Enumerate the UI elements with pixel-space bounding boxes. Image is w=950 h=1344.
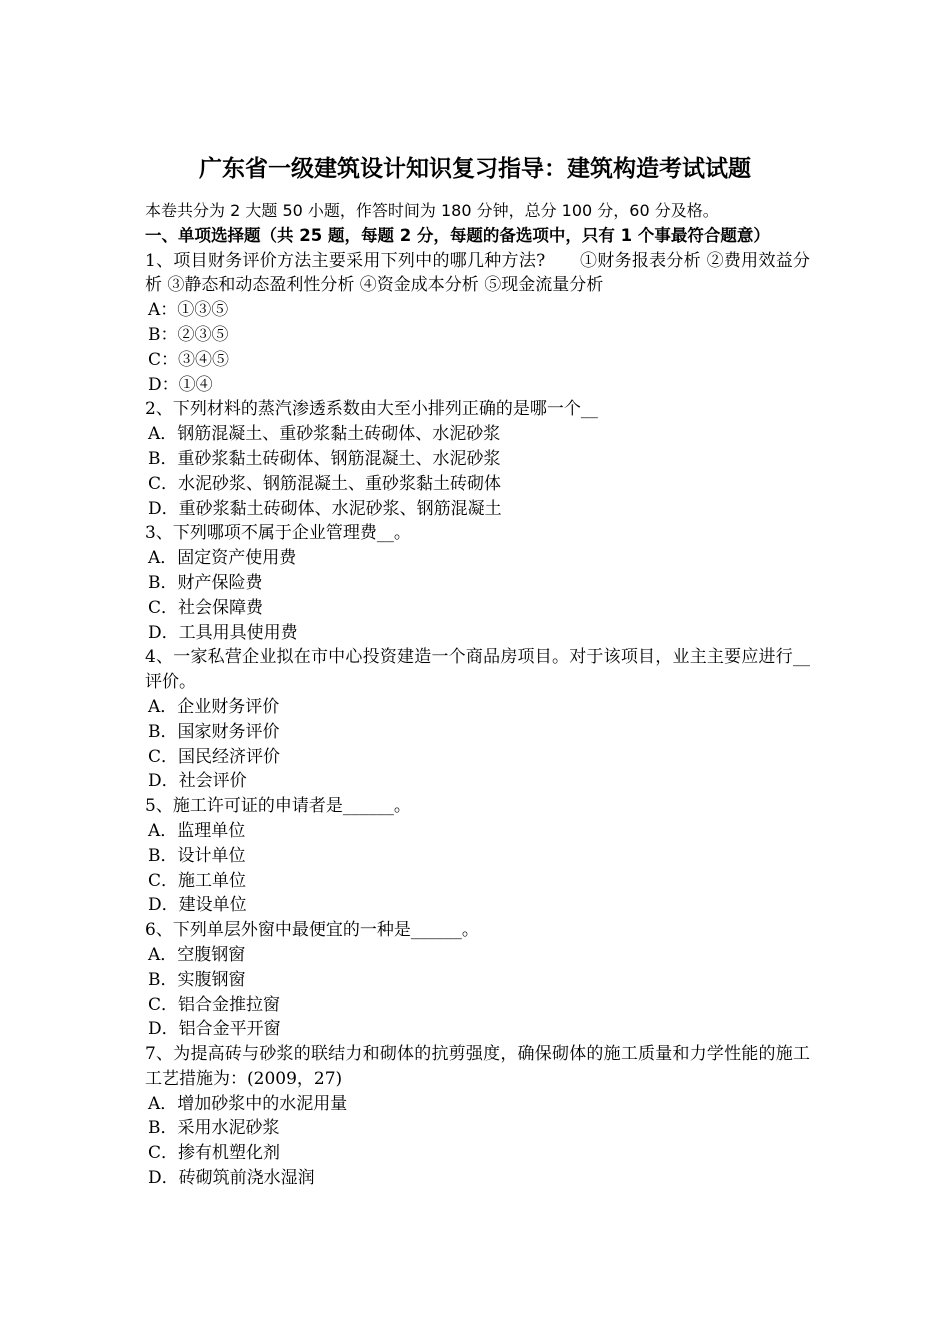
document-title: 广东省一级建筑设计知识复习指导：建筑构造考试试题 <box>199 156 751 182</box>
section-heading: 一、单项选择题（共 25 题，每题 2 分，每题的备选项中，只有 1 个事最符合题意） <box>145 225 770 245</box>
option-a: A：①③⑤ <box>148 300 229 321</box>
question-4 <box>145 645 810 794</box>
option-d: D．砖砌筑前浇水湿润 <box>148 1168 315 1189</box>
option-d: D．重砂浆黏土砖砌体、水泥砂浆、钢筋混凝土 <box>148 498 502 519</box>
option-a: A．钢筋混凝土、重砂浆黏土砖砌体、水泥砂浆 <box>148 424 501 445</box>
question-stem: 4、一家私营企业拟在市中心投资建造一个商品房项目。对于该项目，业主主要应进行__评价。 <box>145 647 810 693</box>
question-5 <box>145 794 810 918</box>
question-2 <box>145 397 810 521</box>
option-c: C．铝合金推拉窗 <box>148 994 281 1015</box>
option-d: D．铝合金平开窗 <box>148 1019 281 1040</box>
question-stem: 1、项目财务评价方法主要采用下列中的哪几种方法? ①财务报表分析 ②费用效益分析 ③静态和动态盈利性分析 ④资金成本分析 ⑤现金流量分析 <box>145 250 810 296</box>
option-b: B．设计单位 <box>148 845 246 866</box>
option-b: B．国家财务评价 <box>148 721 280 742</box>
document-body <box>145 199 810 1191</box>
exam-intro: 本卷共分为 2 大题 50 小题，作答时间为 180 分钟，总分 100 分，60 分及格。 <box>145 201 719 220</box>
question-stem: 5、施工许可证的申请者是______。 <box>145 796 411 817</box>
option-a: A．固定资产使用费 <box>148 548 297 569</box>
question-1 <box>145 249 810 398</box>
option-d: D．工具用具使用费 <box>148 622 298 643</box>
question-stem: 3、下列哪项不属于企业管理费__。 <box>145 523 411 544</box>
option-c: C．水泥砂浆、钢筋混凝土、重砂浆黏土砖砌体 <box>148 473 502 494</box>
option-c: C．社会保障费 <box>148 597 264 618</box>
option-b: B：②③⑤ <box>148 324 229 345</box>
option-a: A．企业财务评价 <box>148 696 280 717</box>
question-7 <box>145 1042 810 1191</box>
question-stem: 6、下列单层外窗中最便宜的一种是______。 <box>145 920 479 941</box>
option-c: C．施工单位 <box>148 870 247 891</box>
option-b: B．重砂浆黏土砖砌体、钢筋混凝土、水泥砂浆 <box>148 448 501 469</box>
option-a: A．空腹钢窗 <box>148 944 246 965</box>
question-3 <box>145 521 810 645</box>
option-d: D：①④ <box>148 374 213 395</box>
question-stem: 7、为提高砖与砂浆的联结力和砌体的抗剪强度，确保砌体的施工质量和力学性能的施工工艺措施为：(2009，27) <box>145 1044 810 1089</box>
option-c: C．国民经济评价 <box>148 746 281 767</box>
option-b: B．财产保险费 <box>148 572 263 593</box>
option-d: D．建设单位 <box>148 895 247 916</box>
option-b: B．采用水泥砂浆 <box>148 1118 280 1139</box>
question-stem: 2、下列材料的蒸汽渗透系数由大至小排列正确的是哪一个__ <box>145 399 598 420</box>
option-c: C．掺有机塑化剂 <box>148 1143 281 1164</box>
option-a: A．监理单位 <box>148 820 246 841</box>
option-d: D．社会评价 <box>148 771 247 792</box>
question-6 <box>145 918 810 1042</box>
option-c: C：③④⑤ <box>148 349 230 370</box>
option-b: B．实腹钢窗 <box>148 969 246 990</box>
option-a: A．增加砂浆中的水泥用量 <box>148 1093 348 1114</box>
